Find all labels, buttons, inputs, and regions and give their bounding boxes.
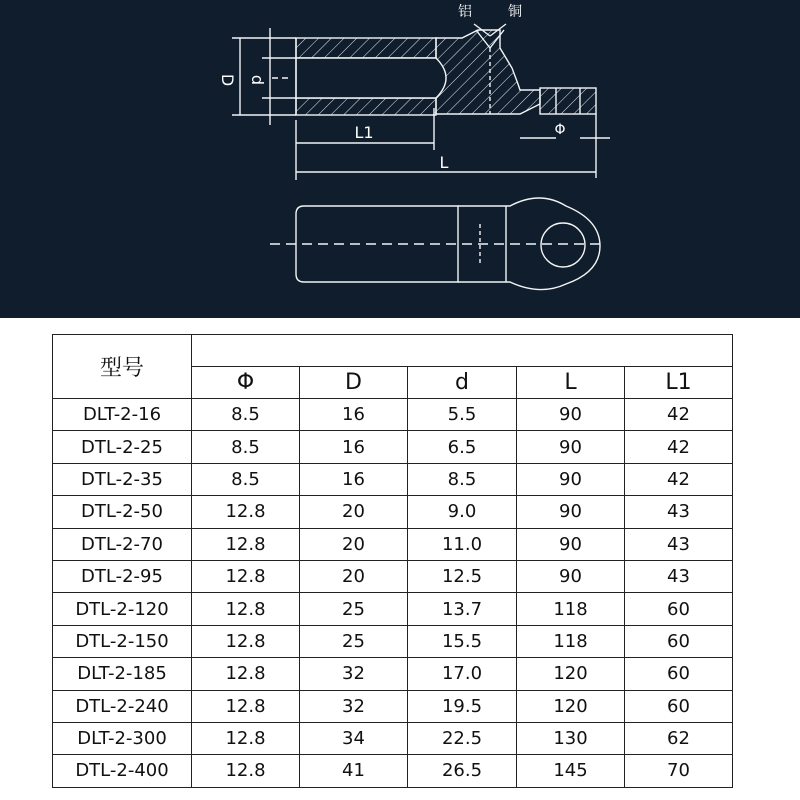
cell-D: 25 <box>300 625 408 657</box>
cell-phi: 12.8 <box>192 755 300 787</box>
cell-L: 90 <box>517 560 625 592</box>
model-header: 型号 <box>53 335 192 399</box>
cell-L1: 42 <box>625 399 733 431</box>
cell-L: 130 <box>517 722 625 754</box>
table-row <box>53 658 733 690</box>
cell-d: 12.5 <box>408 560 517 592</box>
cell-d: 11.0 <box>408 528 517 560</box>
cell-model: DTL-2-400 <box>53 755 192 787</box>
table-row <box>53 399 733 431</box>
cell-d: 6.5 <box>408 431 517 463</box>
copper-label: 铜 <box>508 4 522 20</box>
table-row <box>53 528 733 560</box>
cell-D: 20 <box>300 528 408 560</box>
table-row <box>53 755 733 787</box>
cell-model: DTL-2-50 <box>53 496 192 528</box>
cell-L: 90 <box>517 496 625 528</box>
cell-L: 90 <box>517 399 625 431</box>
table-row <box>53 560 733 592</box>
cell-d: 22.5 <box>408 722 517 754</box>
table-row <box>53 463 733 495</box>
cell-model: DTL-2-25 <box>53 431 192 463</box>
cell-L1: 60 <box>625 625 733 657</box>
cell-phi: 8.5 <box>192 431 300 463</box>
cell-D: 20 <box>300 560 408 592</box>
cell-phi: 12.8 <box>192 560 300 592</box>
cell-d: 9.0 <box>408 496 517 528</box>
cell-L1: 42 <box>625 431 733 463</box>
cell-phi: 8.5 <box>192 463 300 495</box>
cell-D: 41 <box>300 755 408 787</box>
outer-diameter-label: D <box>218 73 237 87</box>
cell-L1: 60 <box>625 658 733 690</box>
cell-L1: 43 <box>625 496 733 528</box>
cell-D: 25 <box>300 593 408 625</box>
cell-model: DTL-2-120 <box>53 593 192 625</box>
table-body <box>53 399 733 788</box>
cell-model: DTL-2-35 <box>53 463 192 495</box>
phi-label: Φ <box>554 122 566 138</box>
cell-phi: 12.8 <box>192 722 300 754</box>
cell-phi: 12.8 <box>192 496 300 528</box>
cell-L1: 43 <box>625 560 733 592</box>
cell-phi: 8.5 <box>192 399 300 431</box>
cell-model: DLT-2-16 <box>53 399 192 431</box>
cell-D: 16 <box>300 399 408 431</box>
cell-d: 15.5 <box>408 625 517 657</box>
cell-phi: 12.8 <box>192 593 300 625</box>
cell-D: 32 <box>300 690 408 722</box>
cell-model: DTL-2-95 <box>53 560 192 592</box>
cell-L: 90 <box>517 528 625 560</box>
l1-label: L1 <box>354 123 374 142</box>
table-row <box>53 593 733 625</box>
aluminum-label: 铝 <box>458 4 472 20</box>
cell-model: DTL-2-150 <box>53 625 192 657</box>
cell-L1: 43 <box>625 528 733 560</box>
cell-D: 32 <box>300 658 408 690</box>
cell-L: 118 <box>517 593 625 625</box>
cell-L1: 60 <box>625 690 733 722</box>
cell-L: 118 <box>517 625 625 657</box>
cell-d: 26.5 <box>408 755 517 787</box>
col-header-L1: L1 <box>625 367 733 399</box>
cell-D: 34 <box>300 722 408 754</box>
inner-diameter-label: d <box>248 74 267 86</box>
cell-L1: 62 <box>625 722 733 754</box>
blank-header <box>192 335 733 367</box>
cell-phi: 12.8 <box>192 625 300 657</box>
table-row <box>53 431 733 463</box>
col-header-d: d <box>408 367 517 399</box>
cell-d: 13.7 <box>408 593 517 625</box>
cell-D: 20 <box>300 496 408 528</box>
cell-d: 17.0 <box>408 658 517 690</box>
top-view <box>270 198 600 290</box>
cell-D: 16 <box>300 431 408 463</box>
col-header-L: L <box>517 367 625 399</box>
cell-L: 145 <box>517 755 625 787</box>
cell-D: 16 <box>300 463 408 495</box>
table-row <box>53 496 733 528</box>
cell-model: DLT-2-300 <box>53 722 192 754</box>
table-row <box>53 722 733 754</box>
cell-d: 5.5 <box>408 399 517 431</box>
cell-L: 120 <box>517 690 625 722</box>
cell-phi: 12.8 <box>192 658 300 690</box>
cell-L: 120 <box>517 658 625 690</box>
cell-L: 90 <box>517 463 625 495</box>
side-section-view <box>232 24 610 180</box>
col-header-phi: Φ <box>192 367 300 399</box>
cell-d: 19.5 <box>408 690 517 722</box>
cell-model: DLT-2-185 <box>53 658 192 690</box>
col-header-D: D <box>300 367 408 399</box>
cell-phi: 12.8 <box>192 690 300 722</box>
l-label: L <box>439 153 449 172</box>
cell-L: 90 <box>517 431 625 463</box>
terminal-lug-diagram <box>0 0 800 318</box>
cell-L1: 60 <box>625 593 733 625</box>
cell-phi: 12.8 <box>192 528 300 560</box>
cell-L1: 42 <box>625 463 733 495</box>
cell-d: 8.5 <box>408 463 517 495</box>
table-row <box>53 690 733 722</box>
table-row <box>53 625 733 657</box>
spec-table <box>52 334 733 788</box>
cell-model: DTL-2-70 <box>53 528 192 560</box>
cell-model: DTL-2-240 <box>53 690 192 722</box>
cell-L1: 70 <box>625 755 733 787</box>
